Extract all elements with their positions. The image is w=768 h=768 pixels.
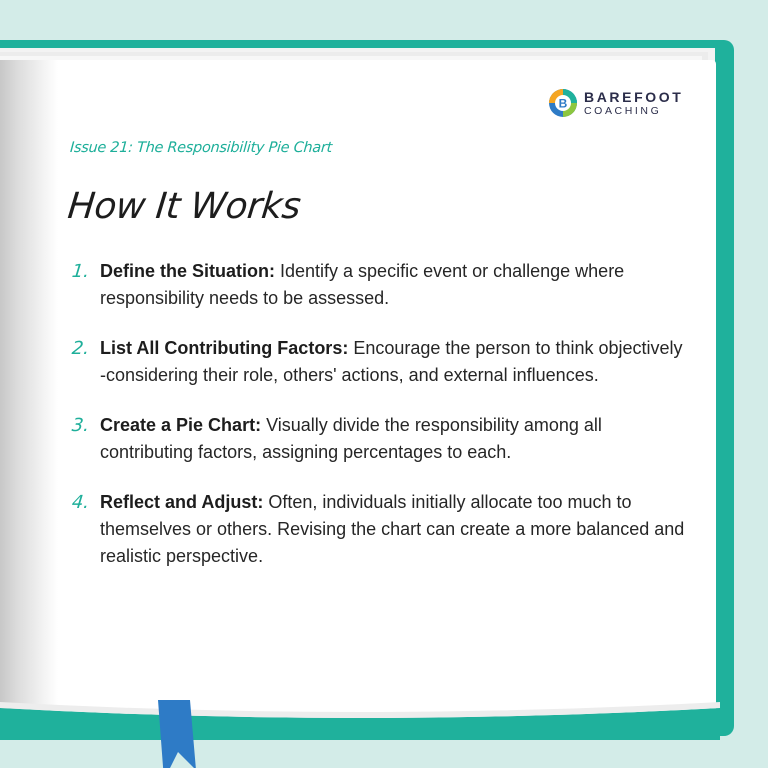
step-text: Identify a specific event or challenge where responsibility needs to be assessed. [100, 261, 625, 308]
spine-shadow [0, 60, 58, 720]
brand-logo [548, 88, 683, 118]
page-bottom-curve [0, 700, 720, 740]
logo-letter: B [558, 96, 568, 111]
step-number: 1. [70, 261, 91, 282]
steps-list [70, 258, 690, 593]
step-number: 4. [70, 492, 91, 513]
step-item [70, 412, 690, 466]
step-text: Often, individuals initially allocate too much to themselves or others. Revising the chart can create a more balanced and realistic perspective. [100, 492, 685, 566]
step-title: Reflect and Adjust: [100, 492, 269, 512]
barefoot-logo-icon [548, 88, 578, 118]
step-number: 2. [70, 338, 91, 359]
step-text: Encourage the person to think objectively -considering their role, others' actions, and external influences. [100, 338, 683, 385]
step-text: Visually divide the responsibility among all contributing factors, assigning percentages to each. [100, 415, 602, 462]
step-title: Create a Pie Chart: [100, 415, 267, 435]
brand-name-bottom: COACHING [584, 104, 662, 117]
step-item [70, 489, 690, 570]
page-title: How It Works [65, 186, 303, 227]
step-number: 3. [70, 415, 91, 436]
step-item [70, 258, 690, 312]
step-title: Define the Situation: [100, 261, 280, 281]
issue-subtitle: Issue 21: The Responsibility Pie Chart [69, 140, 333, 156]
bookmark-ribbon [152, 700, 196, 768]
brand-name-top: BAREFOOT [584, 88, 684, 105]
step-item [70, 335, 690, 389]
step-title: List All Contributing Factors: [100, 338, 354, 358]
